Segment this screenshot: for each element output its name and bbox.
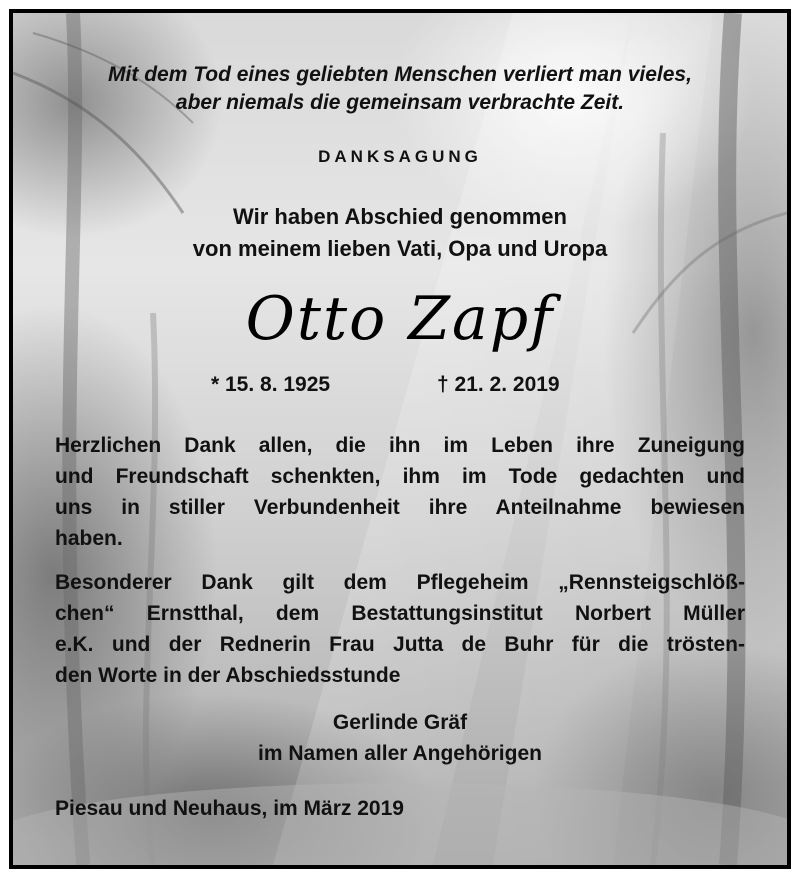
intro-text: [13, 201, 787, 265]
paragraph-line: e.K. und der Rednerin Frau Jutta de Buhr für die trösten-: [55, 633, 745, 656]
paragraph-line: und Freundschaft schenkten, ihm im Tode gedachten und: [55, 465, 745, 488]
signature-subline: im Namen aller Angehörigen: [258, 742, 542, 765]
paragraph-line: haben.: [55, 527, 123, 550]
obituary-frame: [9, 9, 791, 869]
paragraph-line: uns in stiller Verbundenheit ihre Anteilnahme bewiesen: [55, 496, 745, 519]
deceased-name: Otto Zapf: [245, 284, 555, 354]
motto-quote: [13, 61, 787, 117]
thanks-paragraph: [55, 430, 745, 554]
special-thanks-paragraph: [55, 567, 745, 691]
birth-date: * 15. 8. 1925: [211, 373, 331, 396]
place-and-date: Piesau und Neuhaus, im März 2019: [55, 797, 404, 820]
death-date: † 21. 2. 2019: [437, 373, 560, 396]
intro-line: von meinem lieben Vati, Opa und Uropa: [192, 236, 608, 261]
paragraph-line: den Worte in der Abschiedsstunde: [55, 664, 401, 687]
paragraph-line: Besonderer Dank gilt dem Pflegeheim „Rennsteigschlöß-: [55, 571, 745, 594]
motto-line: Mit dem Tod eines geliebten Menschen verliert man vieles,: [108, 63, 692, 86]
intro-line: Wir haben Abschied genommen: [233, 204, 567, 229]
paragraph-line: Herzlichen Dank allen, die ihn im Leben ihre Zuneigung: [55, 434, 745, 457]
paragraph-line: chen“ Ernstthal, dem Bestattungsinstitut Norbert Müller: [55, 602, 745, 625]
signature-name: Gerlinde Gräf: [332, 711, 468, 734]
motto-line: aber niemals die gemeinsam verbrachte Zeit.: [175, 91, 625, 114]
signature-block: [13, 707, 787, 769]
obituary-content: [13, 13, 787, 865]
heading-danksagung: DANKSAGUNG: [318, 147, 482, 166]
